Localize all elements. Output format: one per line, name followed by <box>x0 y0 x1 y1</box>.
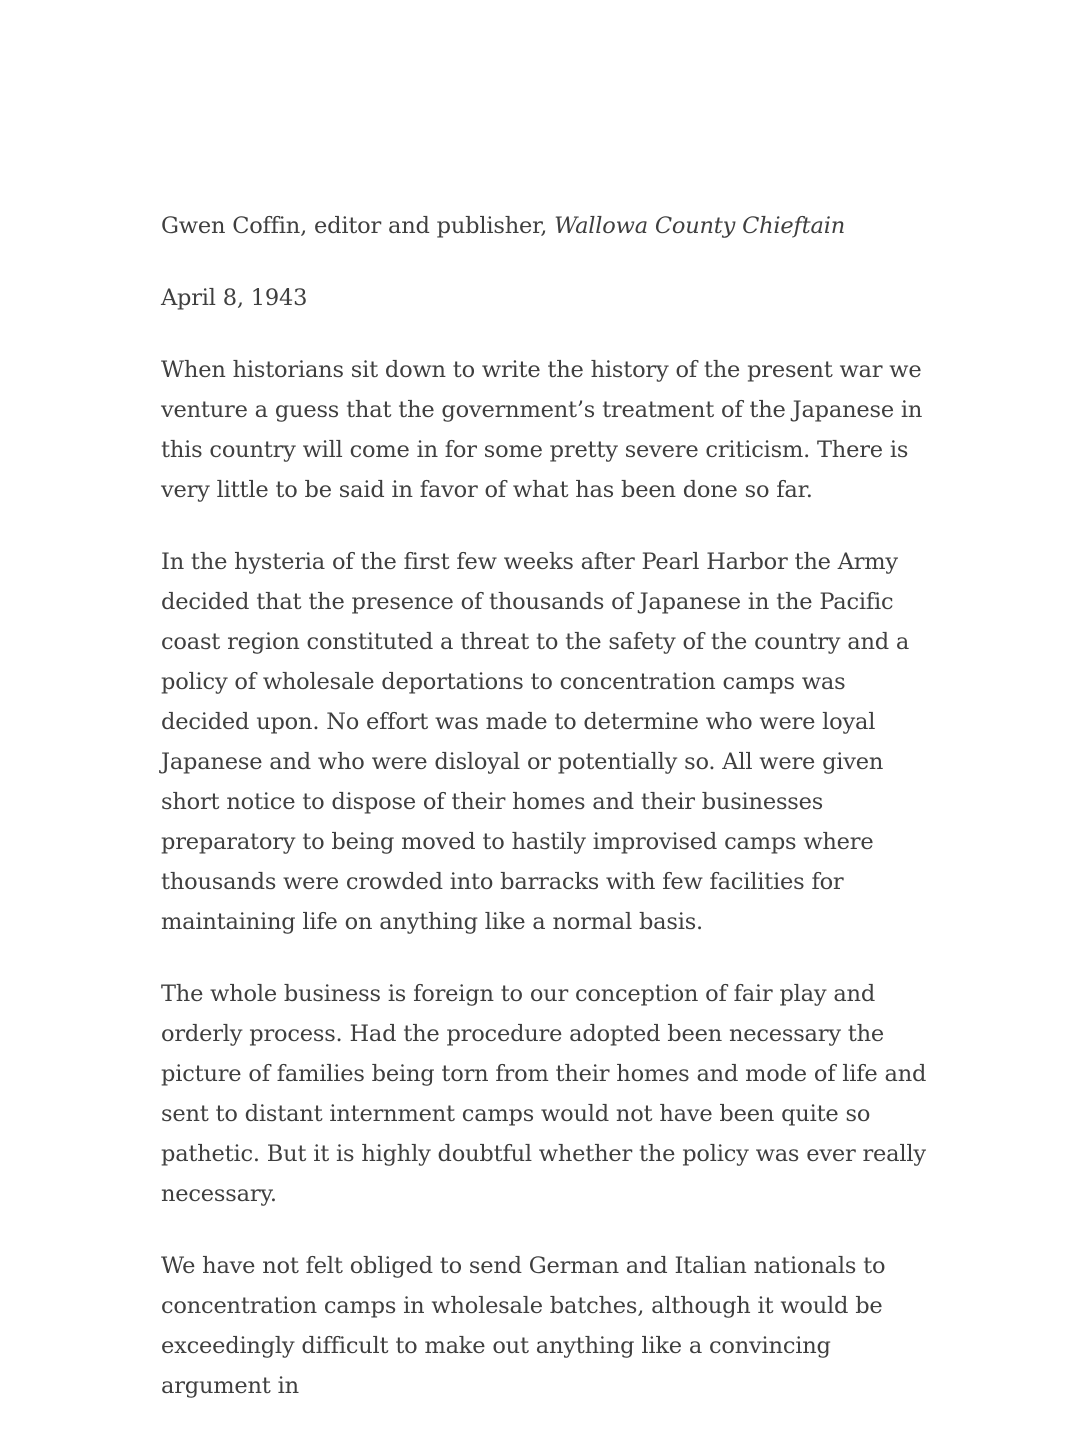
document-page <box>161 206 931 1438</box>
byline <box>161 206 931 246</box>
publication-name: Wallowa County Chieftain <box>554 213 845 239</box>
byline-author: Gwen Coffin, editor and publisher, <box>161 213 555 239</box>
paragraph-3: The whole business is foreign to our conception of fair play and orderly process. Had the procedure adopted been necessary the picture of families being torn from their homes and mode of life and sent to distant internment camps would not have been quite so pathetic. But it is highly doubtful whether the policy was ever really necessary. <box>161 981 927 1207</box>
paragraph-4: We have not felt obliged to send German and Italian nationals to concentration camps in wholesale batches, although it would be exceedingly difficult to make out anything like a convincing argument in <box>161 1253 886 1399</box>
paragraph-2: In the hysteria of the first few weeks after Pearl Harbor the Army decided that the presence of thousands of Japanese in the Pacific coast region constituted a threat to the safety of the country and a policy of wholesale deportations to concentration camps was decided upon. No effort was made to determine who were loyal Japanese and who were disloyal or potentially so. All were given short notice to dispose of their homes and their businesses preparatory to being moved to hastily improvised camps where thousands were crowded into barracks with few facilities for maintaining life on anything like a normal basis. <box>161 549 910 935</box>
paragraph-1: When historians sit down to write the history of the present war we venture a guess that the government’s treatment of the Japanese in this country will come in for some pretty severe criticism. There is very little to be said in favor of what has been done so far. <box>161 357 923 503</box>
date-line: April 8, 1943 <box>161 285 308 311</box>
